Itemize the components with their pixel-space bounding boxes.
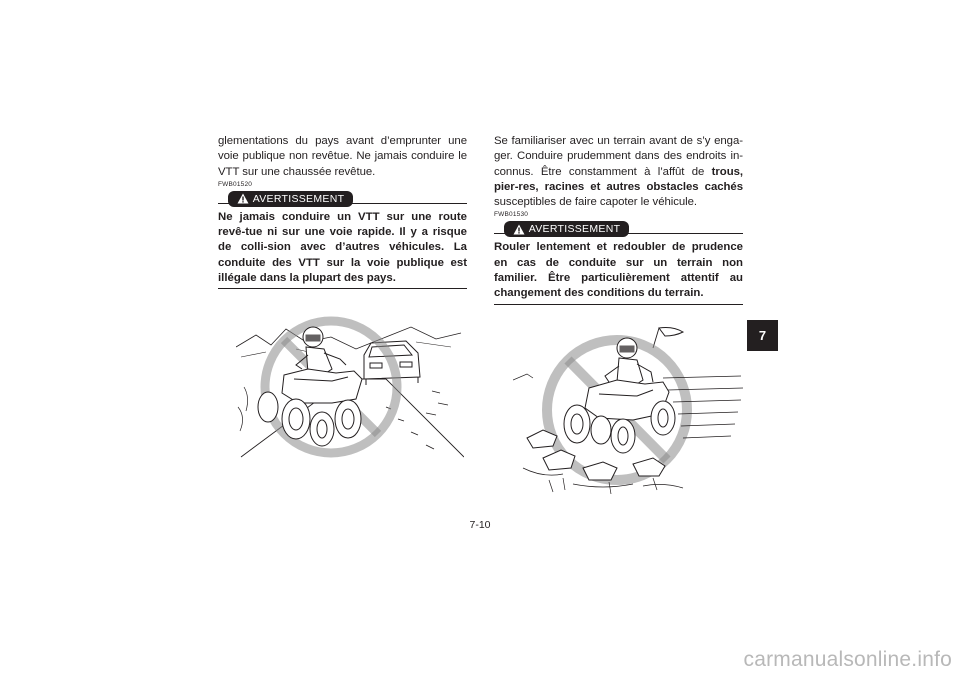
warning-text-right: Rouler lentement et redoubler de prudence en cas de conduite sur un terrain non familier. Être particulièrement attentif au changement des conditions du terrain. (494, 240, 743, 304)
chapter-tab: 7 (747, 320, 778, 351)
warning-badge-left (228, 191, 353, 207)
illustration-atv-rough-terrain (513, 318, 743, 494)
right-column (494, 134, 743, 305)
right-paragraph (494, 134, 743, 210)
page-number: 7-10 (469, 519, 491, 531)
warning-triangle-icon (513, 224, 525, 235)
right-paragraph-bold: trous, pier-res, racines et autres obstacles cachés (494, 165, 743, 193)
warning-code-left: FWB01520 (218, 180, 253, 188)
left-paragraph: glementations du pays avant d’emprunter une voie publique non revêtue. Ne jamais conduire le VTT sur une chaussée revêtue. (218, 135, 467, 178)
warning-badge-right (504, 221, 629, 237)
warning-label: AVERTISSEMENT (528, 223, 621, 236)
warning-code-right: FWB01530 (494, 211, 529, 219)
warning-triangle-icon (237, 193, 249, 204)
warning-header-right (494, 221, 743, 237)
watermark: carmanualsonline.info (743, 648, 952, 671)
illustration-atv-on-road (236, 307, 464, 459)
right-paragraph-start: Se familiariser avec un terrain avant de s’y enga-ger. Conduire prudemment dans des endroits in-connus. Être constamment à l’affût de (494, 135, 743, 178)
warning-header-left (218, 191, 467, 207)
right-paragraph-end: susceptibles de faire capoter le véhicule. (494, 196, 698, 209)
warning-label: AVERTISSEMENT (252, 192, 345, 205)
left-column (218, 134, 467, 289)
warning-text-left: Ne jamais conduire un VTT sur une route revê-tue ni sur une voie rapide. Il y a risque de colli-sion avec d’autres véhicules. La conduite des VTT sur la voie publique est illégale dans la plupart des pays. (218, 210, 467, 289)
